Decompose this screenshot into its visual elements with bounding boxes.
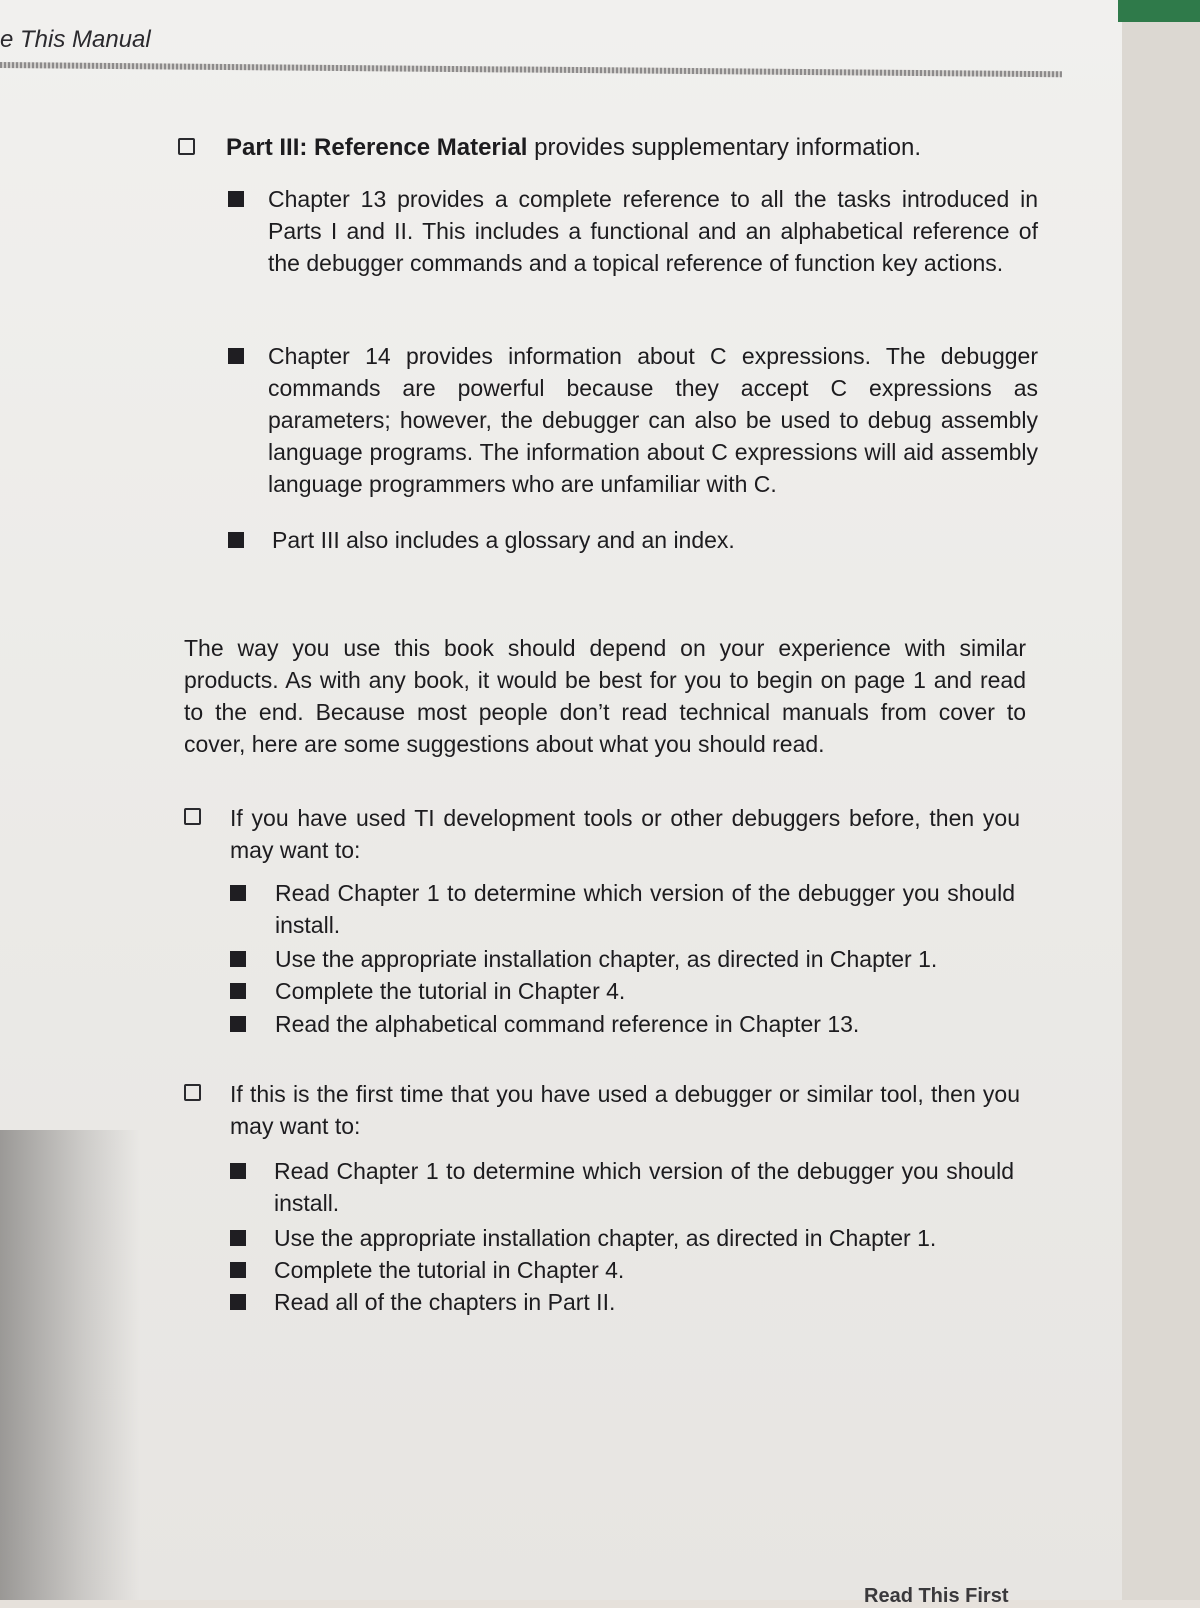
green-tab — [1118, 0, 1200, 22]
adjacent-page-edge — [1122, 0, 1200, 1600]
filled-square-bullet-icon — [230, 1016, 246, 1032]
hollow-square-bullet-icon — [178, 138, 195, 155]
bullet-text: Read the alphabetical command reference in Chapter 13. — [275, 1011, 860, 1037]
filled-square-bullet-icon — [228, 191, 244, 207]
filled-square-bullet-icon — [230, 1294, 246, 1310]
bullet-text: Use the appropriate installation chapter, as directed in Chapter 1. — [274, 1225, 937, 1251]
hollow-square-bullet-icon — [184, 808, 201, 825]
page-shadow — [0, 1130, 140, 1600]
bullet-text: Chapter 13 provides a complete reference to all the tasks introduced in Parts I and II. This includes a functional and an alphabetical reference of the debugger commands and a topical reference of function key actions. — [268, 186, 1038, 276]
bullet-text: Complete the tutorial in Chapter 4. — [274, 1257, 625, 1283]
bullet-text: Chapter 14 provides information about C expressions. The debugger commands are powerful because they accept C expressions as parameters; however, the debugger can also be used to debug assembly language programs. The information about C expressions will aid assembly language programmers who are unfamiliar with C. — [268, 343, 1038, 497]
filled-square-bullet-icon — [230, 885, 246, 901]
filled-square-bullet-icon — [230, 983, 246, 999]
bullet-text: Read all of the chapters in Part II. — [274, 1289, 616, 1315]
bullet-text: Read Chapter 1 to determine which version of the debugger you should install. — [274, 1158, 1014, 1216]
filled-square-bullet-icon — [230, 1163, 246, 1179]
part3-lead — [226, 132, 1026, 164]
running-head: e This Manual — [0, 26, 151, 53]
footer-running-title: Read This First — [864, 1585, 1009, 1607]
part3-lead-bold: Part III: Reference Material — [226, 134, 528, 161]
filled-square-bullet-icon — [230, 1262, 246, 1278]
first-time-lead: If this is the first time that you have used a debugger or similar tool, then you may want to: — [230, 1081, 1020, 1139]
bullet-text: Part III also includes a glossary and an index. — [272, 527, 735, 553]
intro-text: The way you use this book should depend on your experience with similar products. As with any book, it would be best for you to begin on page 1 and read to the end. Because most people don’t read technical manuals from cover to cover, here are some suggestions about what you should read. — [184, 635, 1026, 757]
filled-square-bullet-icon — [230, 951, 246, 967]
bullet-text: Use the appropriate installation chapter, as directed in Chapter 1. — [275, 946, 938, 972]
filled-square-bullet-icon — [230, 1230, 246, 1246]
experienced-lead: If you have used TI development tools or other debuggers before, then you may want to: — [230, 805, 1020, 863]
filled-square-bullet-icon — [228, 532, 244, 548]
bullet-text: Read Chapter 1 to determine which version of the debugger you should install. — [275, 880, 1015, 938]
bullet-text: Complete the tutorial in Chapter 4. — [275, 978, 626, 1004]
part3-lead-rest: provides supplementary information. — [527, 134, 921, 161]
filled-square-bullet-icon — [228, 348, 244, 364]
hollow-square-bullet-icon — [184, 1084, 201, 1101]
